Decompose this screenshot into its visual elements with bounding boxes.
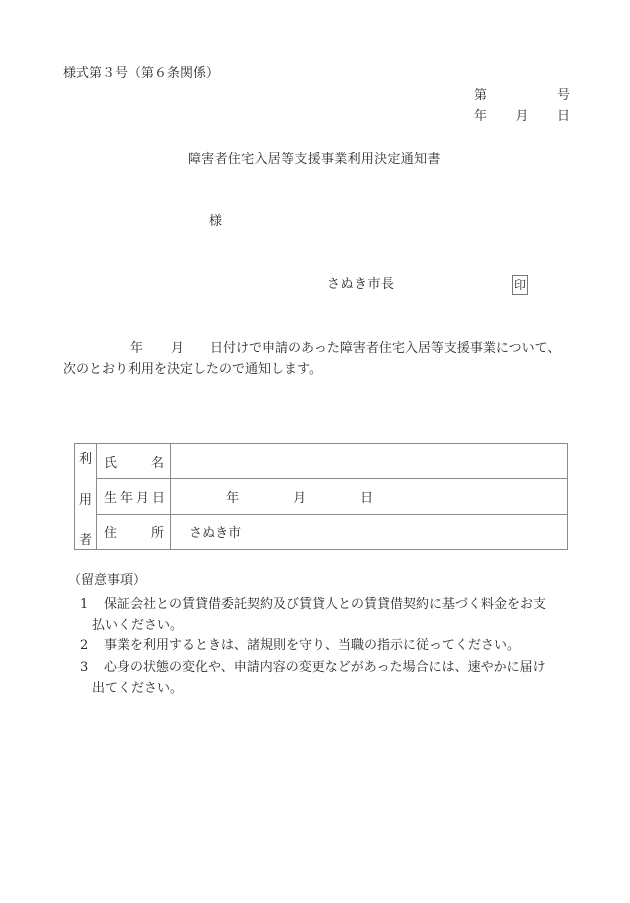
- body-text-line-1: [130, 341, 560, 357]
- body-line1-rest: 日付けで申請のあった障害者住宅入居等支援事業について、: [210, 341, 561, 356]
- table-row-address: [75, 514, 568, 549]
- form-number: 様式第３号（第６条関係）: [63, 66, 220, 81]
- date-year: 年: [474, 109, 488, 124]
- birthdate-label: 生 年 月 日: [97, 479, 171, 514]
- notes-heading: （留意事項）: [68, 573, 147, 588]
- body-month: 月: [171, 341, 185, 356]
- issuer-name: さぬき市長: [327, 277, 395, 292]
- document-title: 障害者住宅入居等支援事業利用決定通知書: [188, 152, 441, 167]
- group-char: 者: [78, 533, 92, 548]
- address-label: 住 所: [97, 514, 171, 549]
- issue-date-line: [474, 109, 570, 125]
- date-day: 日: [556, 109, 570, 124]
- document-number-line: [474, 88, 570, 104]
- note-item-3: 3 心身の状態の変化や、申請内容の変更などがあった場合には、速やかに届け: [80, 660, 546, 675]
- body-text-line-2: 次のとおり利用を決定したので通知します。: [63, 362, 322, 377]
- name-label: 氏 名: [97, 444, 171, 479]
- number-suffix: 号: [556, 88, 570, 103]
- user-info-table: [74, 443, 568, 550]
- note-item-3-cont: 出てください。: [92, 681, 184, 696]
- seal-stamp-box: 印: [512, 275, 528, 295]
- dob-year: 年: [226, 490, 240, 506]
- name-value-field[interactable]: [171, 444, 568, 479]
- note-item-1: 1 保証会社との賃貸借委託契約及び賃貸人との賃貸借契約に基づく料金をお支: [80, 597, 547, 612]
- note-item-1-cont: 払いください。: [92, 618, 184, 633]
- date-month: 月: [515, 109, 529, 124]
- dob-day: 日: [360, 490, 374, 506]
- table-row-name: [75, 444, 568, 479]
- dob-month: 月: [293, 490, 307, 506]
- group-char: 用: [78, 492, 92, 508]
- addressee-suffix: 様: [209, 214, 223, 229]
- address-value-field[interactable]: さぬき市: [171, 514, 568, 549]
- table-row-birthdate: [75, 479, 568, 514]
- body-year: 年: [130, 341, 144, 356]
- number-prefix: 第: [474, 88, 488, 103]
- user-group-label: [75, 444, 97, 550]
- group-char: 利: [78, 452, 92, 467]
- note-item-2: 2 事業を利用するときは、諸規則を守り、当職の指示に従ってください。: [80, 638, 521, 653]
- birthdate-value-field[interactable]: [171, 479, 568, 514]
